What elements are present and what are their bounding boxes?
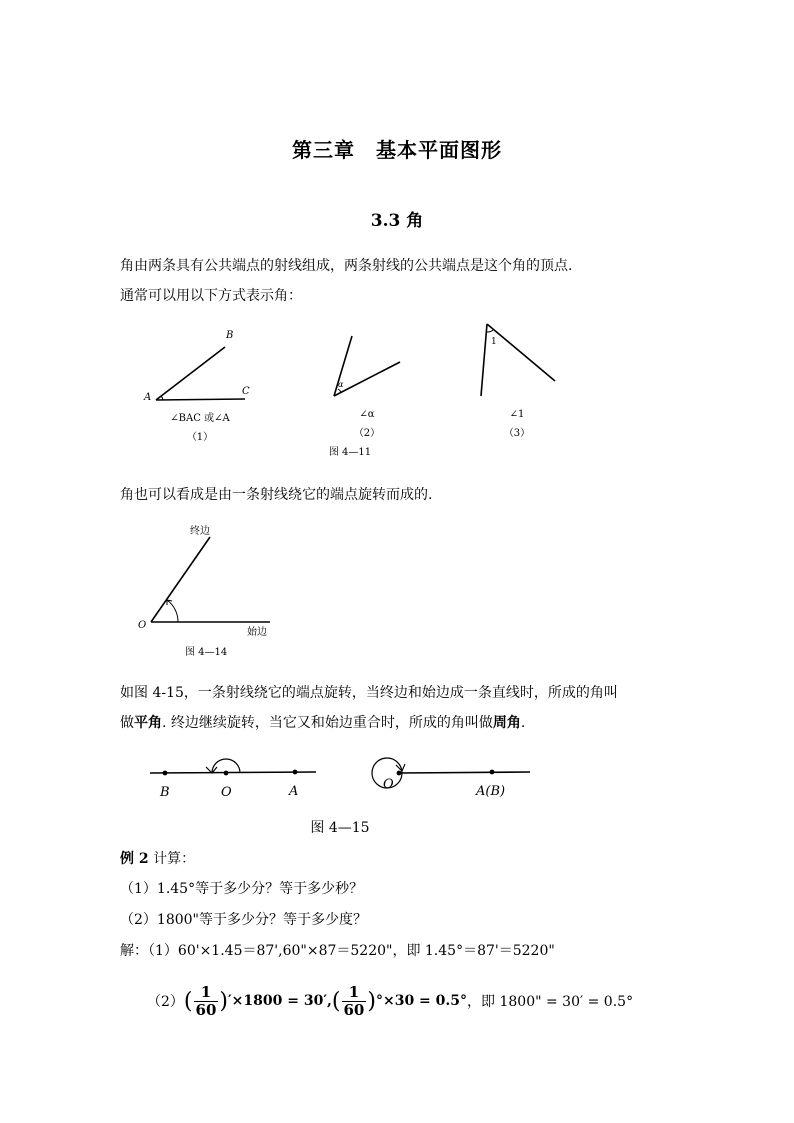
figure-4-15-caption: 图 4—15 <box>310 820 370 836</box>
label-a-left: A <box>289 784 299 799</box>
figure-number-2: （2） <box>353 428 381 439</box>
label-terminal-side: 终边 <box>190 526 210 537</box>
section-title: 3.3 角 <box>370 211 424 231</box>
angle-bac-drawing <box>143 330 250 443</box>
example-heading: 例 2 计算： <box>120 851 196 867</box>
straight-angle-drawing <box>150 759 316 800</box>
label-alpha: α <box>338 380 344 389</box>
term-straight-angle: 平角 <box>134 715 162 731</box>
label-initial-side: 始边 <box>247 627 267 638</box>
fraction-1-60-b: 1 60 <box>343 983 365 1019</box>
figure-4-15 <box>140 748 540 838</box>
label-vertex-o: O <box>138 620 147 631</box>
figure-4-14 <box>130 518 300 660</box>
term-round-angle: 周角 <box>492 715 521 731</box>
label-b: B <box>226 330 234 341</box>
label-ab-right: A(B) <box>476 784 506 799</box>
question-1: （1）1.45°等于多少分？等于多少秒？ <box>120 881 364 897</box>
figure-4-11 <box>130 322 570 462</box>
label-b-left: B <box>160 785 170 800</box>
fraction-1-60: 1 60 <box>195 983 217 1019</box>
solution-1: 解：（1）60'×1.45＝87',60"×87＝5220"，即 1.45°＝87'＝5220" <box>120 943 555 959</box>
figure-number-3: （3） <box>503 428 531 439</box>
paragraph-straight-angle-2: 做平角. 终边继续旋转，当它又和始边重合时，所成的角叫做周角. <box>120 715 526 731</box>
label-o-right: O <box>383 777 394 792</box>
paragraph-notation-intro: 通常可以用以下方式表示角： <box>120 288 302 304</box>
question-2: （2）1800"等于多少分？等于多少度？ <box>120 912 367 928</box>
example-label: 例 2 <box>120 851 149 867</box>
chapter-title: 第三章 基本平面图形 <box>292 138 502 162</box>
round-angle-drawing <box>372 758 530 799</box>
label-o-left: O <box>221 785 232 800</box>
angle-1-drawing <box>481 324 555 439</box>
figure-4-14-caption: 图 4—14 <box>185 647 228 658</box>
label-1: 1 <box>491 337 497 347</box>
paragraph-rotation: 角也可以看成是由一条射线绕它的端点旋转而成的. <box>120 487 433 503</box>
angle-alpha-drawing <box>334 336 400 439</box>
figure-number-1: （1） <box>186 432 214 443</box>
notation-angle-1: ∠1 <box>509 409 525 420</box>
notation-angle-alpha: ∠α <box>359 409 375 420</box>
label-a: A <box>144 392 152 403</box>
solution-2: （2） ( 1 60 ) ′×1800 = 30′, ( 1 60 ) °×30 = 0.5° ，即 1800" = 30′ = 0.5° <box>147 983 634 1019</box>
paragraph-straight-angle-1: 如图 4-15，一条射线绕它的端点旋转，当终边和始边成一条直线时，所成的角叫 <box>120 685 618 701</box>
label-c: C <box>242 386 250 397</box>
notation-angle-bac: ∠BAC 或∠A <box>170 413 230 424</box>
paragraph-definition: 角由两条具有公共端点的射线组成，两条射线的公共端点是这个角的顶点. <box>120 258 573 274</box>
figure-4-11-caption: 图 4—11 <box>328 447 372 458</box>
